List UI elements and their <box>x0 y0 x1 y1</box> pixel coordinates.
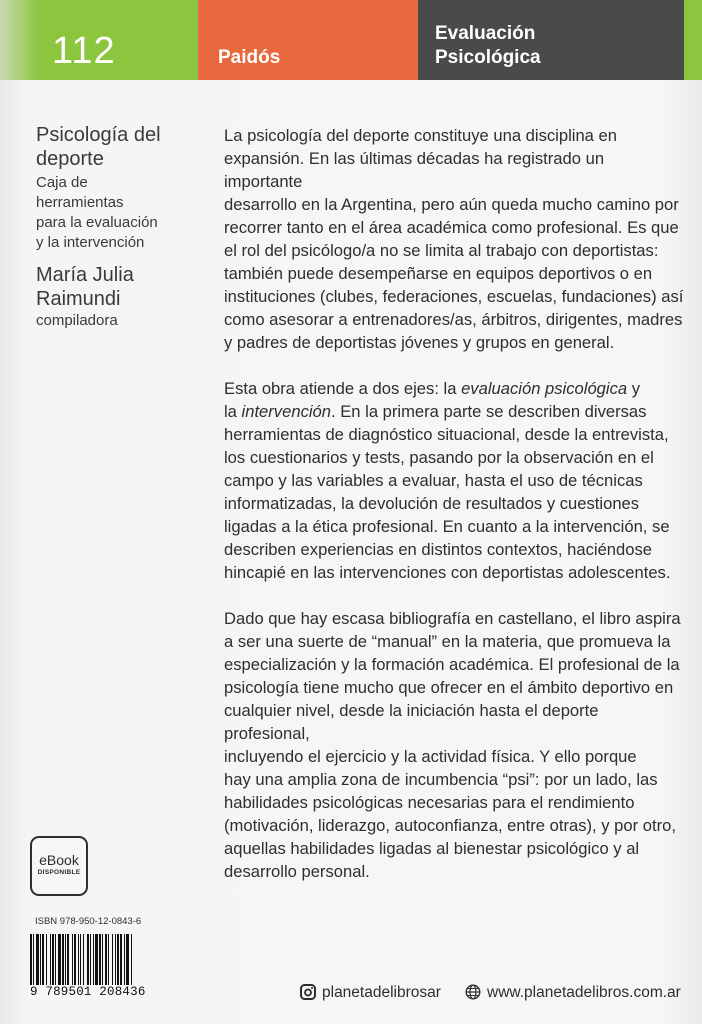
text-segment: . En la primera parte se describen diversas <box>331 402 647 421</box>
book-subtitle-line4: y la intervención <box>36 234 145 251</box>
book-subtitle-line3: para la evaluación <box>36 214 158 231</box>
ebook-label: eBook <box>39 852 79 868</box>
emphasis-intervencion: intervención <box>241 402 332 421</box>
text-line: los cuestionarios y tests, pasando por la observación en el <box>224 448 654 467</box>
text-line: habilidades psicológicas necesarias para el rendimiento <box>224 793 635 812</box>
text-line: hincapié en las intervenciones con deportistas adolescentes. <box>224 563 671 582</box>
header-green-edge <box>684 0 702 80</box>
text-line: instituciones (clubes, federaciones, escuelas, fundaciones) así <box>224 287 684 306</box>
text-line: el rol del psicólogo/a no se limita al trabajo con deportistas: <box>224 241 659 260</box>
synopsis-paragraph-2 <box>224 377 686 584</box>
author-name-line2: Raimundi <box>36 288 121 310</box>
collection-name-line1: Evaluación <box>435 23 536 44</box>
author-name <box>36 263 216 311</box>
text-line: recorrer tanto en el área académica como profesional. Es que <box>224 218 679 237</box>
text-line: (motivación, liderazgo, autoconfianza, entre otras), y por otro, <box>224 816 676 835</box>
header-band <box>0 0 702 80</box>
text-line: como asesorar a entrenadores/as, árbitros, dirigentes, madres <box>224 310 683 329</box>
book-title-line1: Psicología del <box>36 124 161 146</box>
collection-number: 112 <box>52 30 116 72</box>
text-line: describen experiencias en distintos contextos, haciéndose <box>224 540 653 559</box>
author-role: compiladora <box>36 312 118 329</box>
website-link[interactable] <box>465 984 681 1002</box>
publisher-name: Paidós <box>218 47 281 68</box>
book-info <box>36 123 216 331</box>
synopsis-paragraph-1 <box>224 124 686 354</box>
text-line: también puede desempeñarse en equipos deportivos o en <box>224 264 653 283</box>
header-green-block <box>0 0 198 80</box>
instagram-link[interactable] <box>300 984 441 1002</box>
collection-name-line2: Psicológica <box>435 47 541 68</box>
emphasis-evaluacion: evaluación psicológica <box>461 379 628 398</box>
globe-icon <box>465 984 481 1000</box>
book-title-line2: deporte <box>36 148 104 170</box>
text-line: desarrollo en la Argentina, pero aún queda mucho camino por <box>224 195 679 214</box>
text-segment: la <box>224 402 242 421</box>
text-line: desarrollo personal. <box>224 862 370 881</box>
text-line: expansión. En las últimas décadas ha registrado un importante <box>224 149 605 191</box>
book-subtitle-line1: Caja de <box>36 174 88 191</box>
text-line: ligadas a la ética profesional. En cuanto a la intervención, se <box>224 517 670 536</box>
text-line: psicología tiene mucho que ofrecer en el ámbito deportivo en <box>224 678 674 697</box>
instagram-handle: planetadelibrosar <box>322 984 441 1001</box>
text-line: cualquier nivel, desde la iniciación hasta el deporte profesional, <box>224 701 599 743</box>
text-segment: y <box>627 379 641 398</box>
barcode-digits: 9 789501 208436 <box>30 985 146 999</box>
text-line: La psicología del deporte constituye una disciplina en <box>224 126 617 145</box>
author-name-line1: María Julia <box>36 264 134 286</box>
text-line: incluyendo el ejercicio y la actividad física. Y ello porque <box>224 747 637 766</box>
text-line: herramientas de diagnóstico situacional, desde la entrevista, <box>224 425 669 444</box>
synopsis <box>224 124 686 906</box>
header-orange-block <box>198 0 418 80</box>
book-subtitle-line2: herramientas <box>36 194 124 211</box>
ebook-available-label: DISPONIBLE <box>37 869 81 876</box>
collection-name <box>435 22 541 70</box>
text-line: informatizadas, la devolución de resultados y cuestiones <box>224 494 640 513</box>
synopsis-paragraph-3 <box>224 607 686 883</box>
text-line: campo y las variables a evaluar, hasta el uso de técnicas <box>224 471 643 490</box>
book-title <box>36 123 216 171</box>
isbn-label: ISBN 978-950-12-0843-6 <box>35 916 142 927</box>
header-gray-block <box>418 0 684 80</box>
instagram-icon <box>300 984 316 1000</box>
ebook-badge <box>30 836 88 896</box>
text-line: y padres de deportistas jóvenes y grupos en general. <box>224 333 615 352</box>
text-line: especialización y la formación académica. El profesional de la <box>224 655 680 674</box>
text-line: hay una amplia zona de incumbencia “psi”: por un lado, las <box>224 770 658 789</box>
book-subtitle <box>36 173 216 253</box>
text-segment: Esta obra atiende a dos ejes: la <box>224 379 462 398</box>
website-url: www.planetadelibros.com.ar <box>487 984 681 1001</box>
text-line: a ser una suerte de “manual” en la materia, que promueva la <box>224 632 671 651</box>
text-line: Dado que hay escasa bibliografía en castellano, el libro aspira <box>224 609 681 628</box>
text-line: aquellas habilidades ligadas al bienestar psicológico y al <box>224 839 640 858</box>
